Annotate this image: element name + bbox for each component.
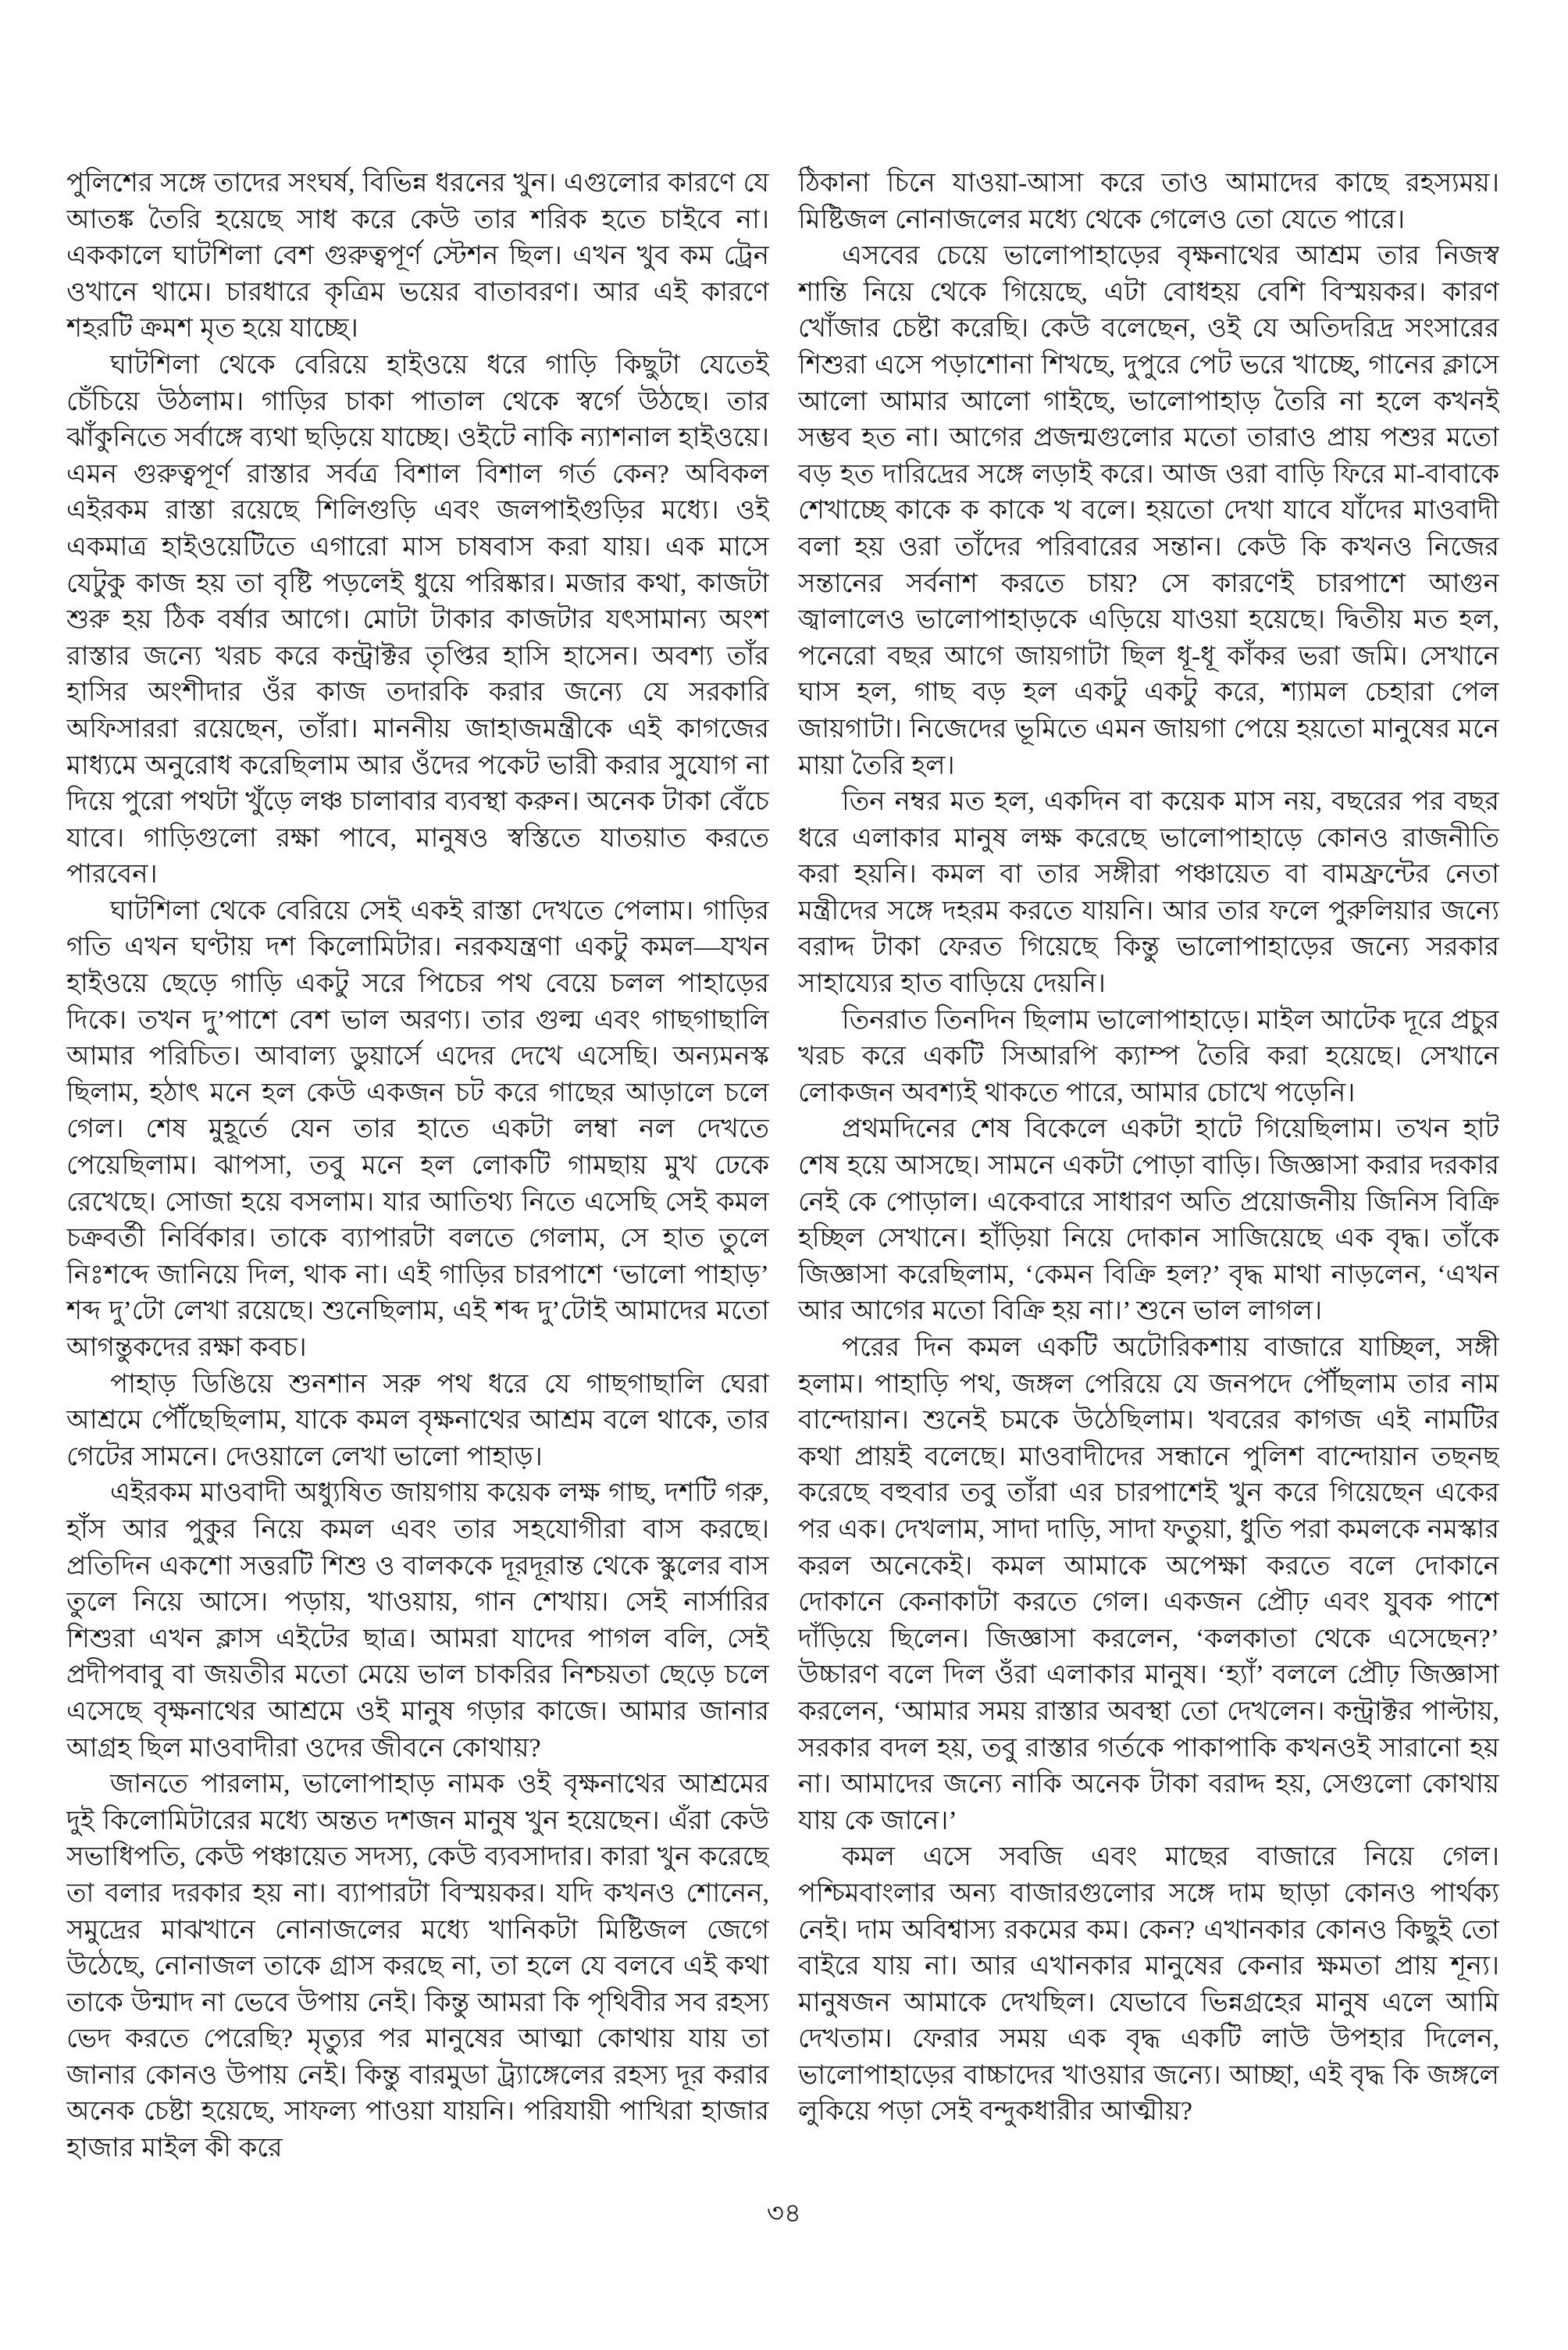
- text-column-left: [66, 166, 769, 2206]
- text-column-right: [798, 166, 1499, 2206]
- paragraph: এসবের চেয়ে ভালোপাহাড়ের বৃক্ষনাথের আশ্রম তার নিজস্ব শান্তি নিয়ে থেকে গিয়েছে, এটা বোধহয় বেশি বিস্ময়কর। কারণ খোঁজার চেষ্টা করেছি। কেউ বলেছেন, ওই যে অতিদরিদ্র সংসারের শিশুরা এসে পড়াশোনা শিখছে, দুপুরে পেট ভরে খাচ্ছে, গানের ক্লাসে আলো আমার আলো গাইছে, ভালোপাহাড় তৈরি না হলে কখনই সম্ভব হত না। আগের প্রজন্মগুলোর মতো তারাও প্রায় পশুর মতো বড় হত দারিদ্রের সঙ্গে লড়াই করে। আজ ওরা বাড়ি ফিরে মা-বাবাকে শেখাচ্ছে কাকে ক কাকে খ বলে। হয়তো দেখা যাবে যাঁদের মাওবাদী বলা হয় ওরা তাঁদের পরিবারের সন্তান। কেউ কি কখনও নিজের সন্তানের সর্বনাশ করতে চায়? সে কারণেই চারপাশে আগুন জ্বালালেও ভালোপাহাড়কে এড়িয়ে যাওয়া হয়েছে। দ্বিতীয় মত হল, পনেরো বছর আগে জায়গাটা ছিল ধূ-ধূ কাঁকর ভরা জমি। সেখানে ঘাস হল, গাছ বড় হল একটু একটু করে, শ্যামল চেহারা পেল জায়গাটা। নিজেদের ভূমিতে এমন জায়গা পেয়ে হয়তো মানুষের মনে মায়া তৈরি হল।: [798, 241, 1499, 780]
- paragraph: ঠিকানা চিনে যাওয়া-আসা করে তাও আমাদের কাছে রহস্যময়। মিষ্টিজল নোনাজলের মধ্যে থেকে গেলেও তো যেতে পারে।: [798, 169, 1499, 234]
- paragraph: ঘাটশিলা থেকে বেরিয়ে সেই একই রাস্তা দেখতে পেলাম। গাড়ির গতি এখন ঘণ্টায় দশ কিলোমিটার। নরকযন্ত্রণা একটু কমল—যখন হাইওয়ে ছেড়ে গাড়ি একটু সরে পিচের পথ বেয়ে চলল পাহাড়ের দিকে। তখন দু’পাশে বেশ ভাল অরণ্য। তার গুল্ম এবং গাছগাছালি আমার পরিচিত। আবাল্য ডুয়ার্সে এদের দেখে এসেছি। অন্যমনস্ক ছিলাম, হঠাৎ মনে হল কেউ একজন চট করে গাছের আড়ালে চলে গেল। শেষ মুহূর্তে যেন তার হাতে একটা লম্বা নল দেখতে পেয়েছিলাম। ঝাপসা, তবু মনে হল লোকটি গামছায় মুখ ঢেকে রেখেছে। সোজা হয়ে বসলাম। যার আতিথ্য নিতে এসেছি সেই কমল চক্রবর্তী নির্বিকার। তাকে ব্যাপারটা বলতে গেলাম, সে হাত তুলে নিঃশব্দে জানিয়ে দিল, থাক না। এই গাড়ির চারপাশে ‘ভালো পাহাড়’ শব্দ দু’টো লেখা রয়েছে। শুনেছিলাম, এই শব্দ দু’টোই আমাদের মতো আগন্তুকদের রক্ষা কবচ।: [66, 896, 769, 1362]
- paragraph: পাহাড় ডিঙিয়ে শুনশান সরু পথ ধরে যে গাছগাছালি ঘেরা আশ্রমে পৌঁছেছিলাম, যাকে কমল বৃক্ষনাথের আশ্রম বলে থাকে, তার গেটের সামনে। দেওয়ালে লেখা ভালো পাহাড়।: [66, 1369, 769, 1471]
- paragraph: জানতে পারলাম, ভালোপাহাড় নামক ওই বৃক্ষনাথের আশ্রমের দুই কিলোমিটারের মধ্যে অন্তত দশজন মানুষ খুন হয়েছেন। এঁরা কেউ সভাধিপতি, কেউ পঞ্চায়েত সদস্য, কেউ ব্যবসাদার। কারা খুন করেছে তা বলার দরকার হয় না। ব্যাপারটা বিস্ময়কর। যদি কখনও শোনেন, সমুদ্রের মাঝখানে নোনাজলের মধ্যে খানিকটা মিষ্টিজল জেগে উঠেছে, নোনাজল তাকে গ্রাস করছে না, তা হলে যে বলবে এই কথা তাকে উন্মাদ না ভেবে উপায় নেই। কিন্তু আমরা কি পৃথিবীর সব রহস্য ভেদ করতে পেরেছি? মৃত্যুর পর মানুষের আত্মা কোথায় যায় তা জানার কোনও উপায় নেই। কিন্তু বারমুডা ট্র্যাঙ্গেলের রহস্য দূর করার অনেক চেষ্টা হয়েছে, সাফল্য পাওয়া যায়নি। পরিযায়ী পাখিরা হাজার হাজার মাইল কী করে: [66, 1770, 769, 2163]
- paragraph: পরের দিন কমল একটি অটোরিকশায় বাজারে যাচ্ছিল, সঙ্গী হলাম। পাহাড়ি পথ, জঙ্গল পেরিয়ে যে জনপদে পৌঁছলাম তার নাম বান্দোয়ান। শুনেই চমকে উঠেছিলাম। খবরের কাগজ এই নামটির কথা প্রায়ই বলেছে। মাওবাদীদের সন্ধানে পুলিশ বান্দোয়ান তছনছ করেছে বহুবার তবু তাঁরা এর চারপাশেই খুন করে গিয়েছেন একের পর এক। দেখলাম, সাদা দাড়ি, সাদা ফতুয়া, ধুতি পরা কমলকে নমস্কার করল অনেকেই। কমল আমাকে অপেক্ষা করতে বলে দোকানে দোকানে কেনাকাটা করতে গেল। একজন প্রৌঢ় এবং যুবক পাশে দাঁড়িয়ে ছিলেন। জিজ্ঞাসা করলেন, ‘কলকাতা থেকে এসেছেন?’ উচ্চারণ বলে দিল ওঁরা এলাকার মানুষ। ‘হ্যাঁ’ বললে প্রৌঢ় জিজ্ঞাসা করলেন, ‘আমার সময় রাস্তার অবস্থা তো দেখলেন। কন্ট্রাক্টর পাল্টায়, সরকার বদল হয়, তবু রাস্তার গর্তকে পাকাপাকি কখনওই সারানো হয় না। আমাদের জন্যে নাকি অনেক টাকা বরাদ্দ হয়, সেগুলো কোথায় যায় কে জানে।’: [798, 1333, 1499, 1835]
- paragraph: তিনরাত তিনদিন ছিলাম ভালোপাহাড়ে। মাইল আটেক দূরে প্রচুর খরচ করে একটি সিআরপি ক্যাম্প তৈরি করা হয়েছে। সেখানে লোকজন অবশ্যই থাকতে পারে, আমার চোখে পড়েনি।: [798, 1005, 1499, 1107]
- paragraph: তিন নম্বর মত হল, একদিন বা কয়েক মাস নয়, বছরের পর বছর ধরে এলাকার মানুষ লক্ষ করেছে ভালোপাহাড়ে কোনও রাজনীতি করা হয়নি। কমল বা তার সঙ্গীরা পঞ্চায়েত বা বামফ্রন্টের নেতা মন্ত্রীদের সঙ্গে দহরম করতে যায়নি। আর তার ফলে পুরুলিয়ার জন্যে বরাদ্দ টাকা ফেরত গিয়েছে কিন্তু ভালোপাহাড়ের জন্যে সরকার সাহায্যের হাত বাড়িয়ে দেয়নি।: [798, 787, 1499, 999]
- paragraph: পুলিশের সঙ্গে তাদের সংঘর্ষ, বিভিন্ন ধরনের খুন। এগুলোর কারণে যে আতঙ্ক তৈরি হয়েছে সাধ করে কেউ তার শরিক হতে চাইবে না। এককালে ঘাটশিলা বেশ গুরুত্বপূর্ণ স্টেশন ছিল। এখন খুব কম ট্রেন ওখানে থামে। চারধারে কৃত্রিম ভয়ের বাতাবরণ। আর এই কারণে শহরটি ক্রমশ মৃত হয়ে যাচ্ছে।: [66, 169, 769, 344]
- paragraph: প্রথমদিনের শেষ বিকেলে একটা হাটে গিয়েছিলাম। তখন হাট শেষ হয়ে আসছে। সামনে একটা পোড়া বাড়ি। জিজ্ঞাসা করার দরকার নেই কে পোড়াল। একেবারে সাধারণ অতি প্রয়োজনীয় জিনিস বিক্রি হচ্ছিল সেখানে। হাঁড়িয়া নিয়ে দোকান সাজিয়েছে এক বৃদ্ধ। তাঁকে জিজ্ঞাসা করেছিলাম, ‘কেমন বিক্রি হল?’ বৃদ্ধ মাথা নাড়লেন, ‘এখন আর আগের মতো বিক্রি হয় না।’ শুনে ভাল লাগল।: [798, 1114, 1499, 1326]
- page-number: ৩৪: [766, 2199, 802, 2228]
- paragraph: এইরকম মাওবাদী অধ্যুষিত জায়গায় কয়েক লক্ষ গাছ, দশটি গরু, হাঁস আর পুকুর নিয়ে কমল এবং তার সহযোগীরা বাস করছে। প্রতিদিন একশো সত্তরটি শিশু ও বালককে দূরদূরান্ত থেকে স্কুলের বাস তুলে নিয়ে আসে। পড়ায়, খাওয়ায়, গান শেখায়। সেই নার্সারির শিশুরা এখন ক্লাস এইটের ছাত্র। আমরা যাদের পাগল বলি, সেই প্রদীপবাবু বা জয়তীর মতো মেয়ে ভাল চাকরির নিশ্চয়তা ছেড়ে চলে এসেছে বৃক্ষনাথের আশ্রমে ওই মানুষ গড়ার কাজে। আমার জানার আগ্রহ ছিল মাওবাদীরা ওদের জীবনে কোথায়?: [66, 1478, 769, 1763]
- paragraph: ঘাটশিলা থেকে বেরিয়ে হাইওয়ে ধরে গাড়ি কিছুটা যেতেই চেঁচিয়ে উঠলাম। গাড়ির চাকা পাতাল থেকে স্বর্গে উঠছে। তার ঝাঁকুনিতে সর্বাঙ্গে ব্যথা ছড়িয়ে যাচ্ছে। ওইটে নাকি ন্যাশনাল হাইওয়ে। এমন গুরুত্বপূর্ণ রাস্তার সর্বত্র বিশাল বিশাল গর্ত কেন? অবিকল এইরকম রাস্তা রয়েছে শিলিগুড়ি এবং জলপাইগুড়ির মধ্যে। ওই একমাত্র হাইওয়েটিতে এগারো মাস চাষবাস করা যায়। এক মাসে যেটুকু কাজ হয় তা বৃষ্টি পড়লেই ধুয়ে পরিষ্কার। মজার কথা, কাজটা শুরু হয় ঠিক বর্ষার আগে। মোটা টাকার কাজটার যৎসামান্য অংশ রাস্তার জন্যে খরচ করে কন্ট্রাক্টর তৃপ্তির হাসি হাসেন। অবশ্য তাঁর হাসির অংশীদার ওঁর কাজ তদারকি করার জন্যে যে সরকারি অফিসাররা রয়েছেন, তাঁরা। মাননীয় জাহাজমন্ত্রীকে এই কাগজের মাধ্যমে অনুরোধ করেছিলাম আর ওঁদের পকেট ভারী করার সুযোগ না দিয়ে পুরো পথটা খুঁড়ে লঞ্চ চালাবার ব্যবস্থা করুন। অনেক টাকা বেঁচে যাবে। গাড়িগুলো রক্ষা পাবে, মানুষও স্বস্তিতে যাতয়াত করতে পারবেন।: [66, 350, 769, 890]
- paragraph: কমল এসে সবজি এবং মাছের বাজারে নিয়ে গেল। পশ্চিমবাংলার অন্য বাজারগুলোর সঙ্গে দাম ছাড়া কোনও পার্থক্য নেই। দাম অবিশ্বাস্য রকমের কম। কেন? এখানকার কোনও কিছুই তো বাইরে যায় না। আর এখানকার মানুষের কেনার ক্ষমতা প্রায় শূন্য। মানুষজন আমাকে দেখছিল। যেভাবে ভিন্নগ্রহের মানুষ এলে আমি দেখতাম। ফেরার সময় এক বৃদ্ধ একটি লাউ উপহার দিলেন, ভালোপাহাড়ের বাচ্চাদের খাওয়ার জন্যে। আচ্ছা, এই বৃদ্ধ কি জঙ্গলে লুকিয়ে পড়া সেই বন্দুকধারীর আত্মীয়?: [798, 1842, 1499, 2127]
